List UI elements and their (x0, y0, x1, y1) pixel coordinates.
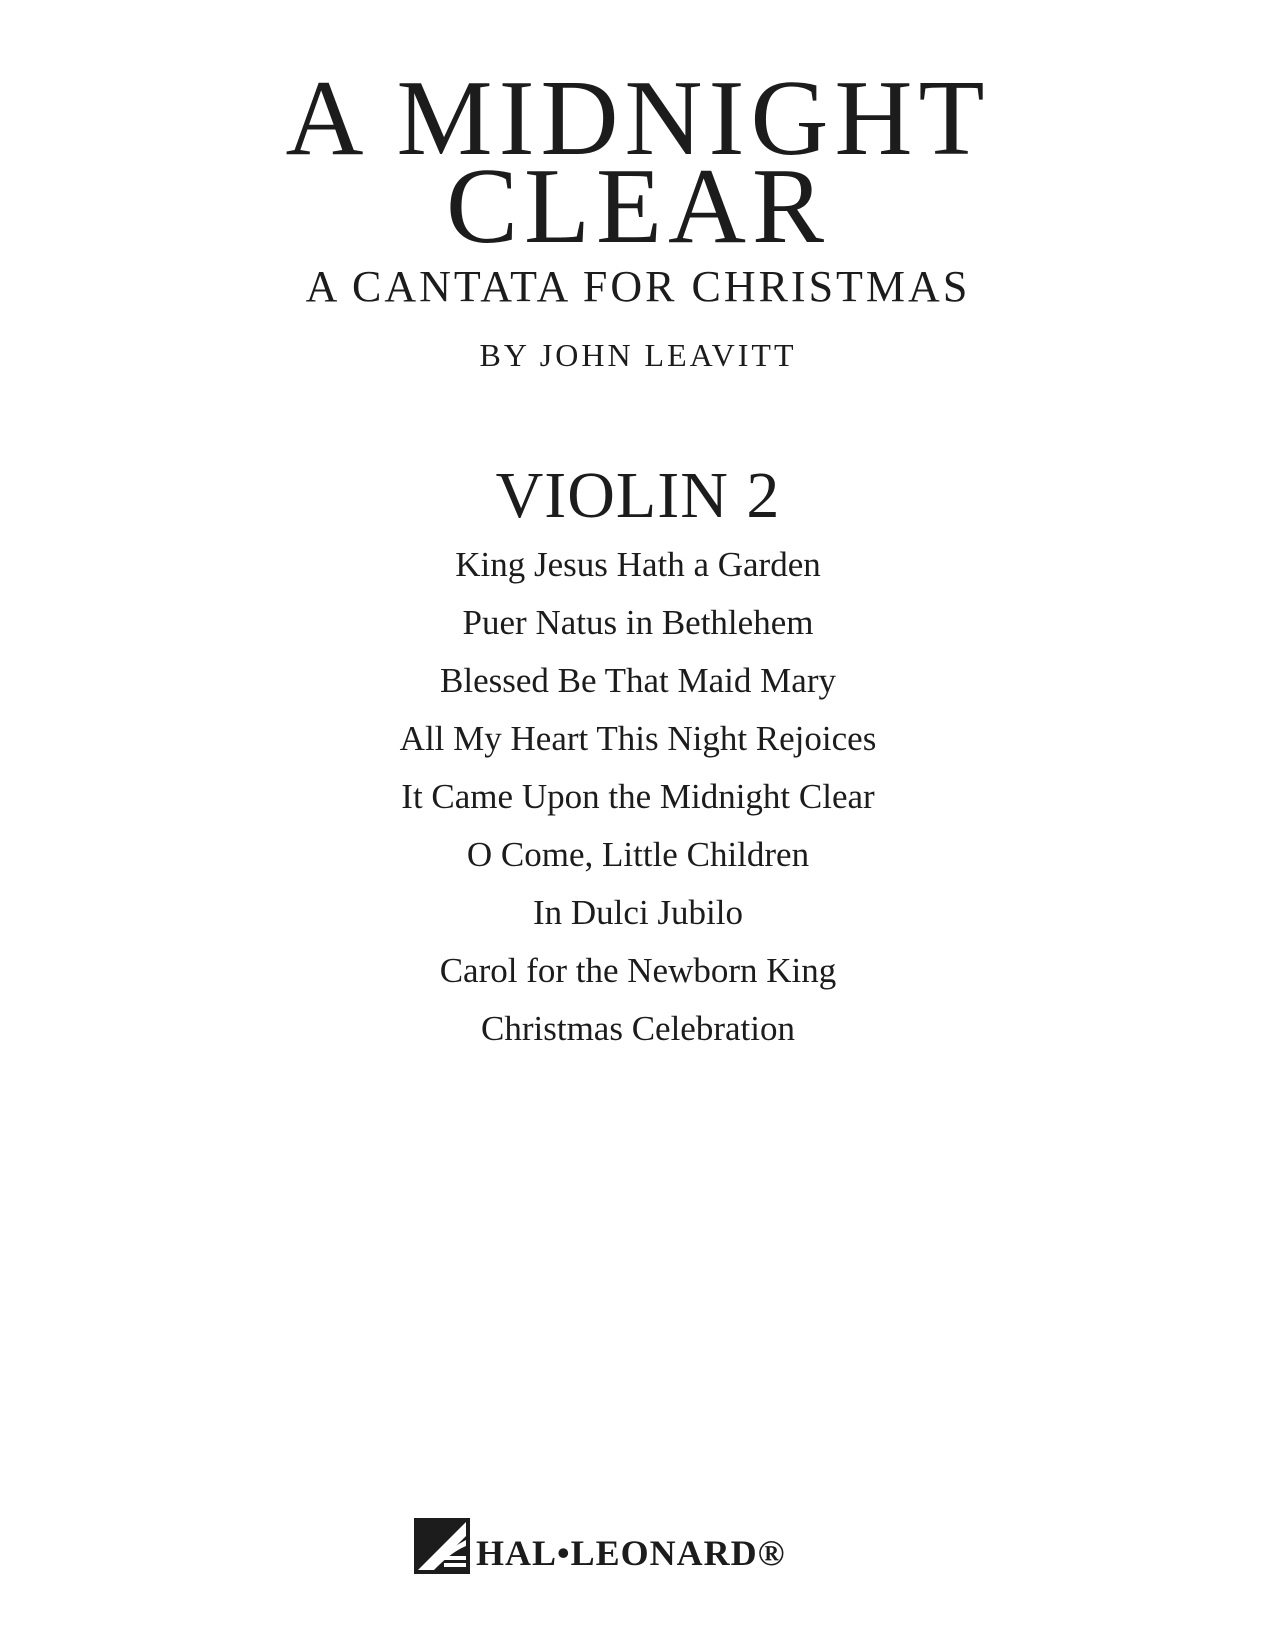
hal-leonard-logo-icon (414, 1518, 470, 1574)
contents-item: Puer Natus in Bethlehem (462, 603, 814, 642)
title-line-1: A MIDNIGHT (285, 59, 991, 178)
contents-item: Christmas Celebration (481, 1009, 795, 1048)
part-name: VIOLIN 2 (495, 459, 781, 532)
contents-item: O Come, Little Children (466, 835, 810, 874)
contents-item: Carol for the Newborn King (439, 951, 837, 990)
publisher-logo-text: HAL•LEONARD® (476, 1533, 786, 1573)
composer-byline: BY JOHN LEAVITT (479, 337, 797, 373)
contents-item: In Dulci Jubilo (533, 893, 743, 932)
contents-item: King Jesus Hath a Garden (455, 545, 821, 584)
contents-item: All My Heart This Night Rejoices (399, 719, 877, 758)
publisher-logo (414, 1514, 786, 1578)
subtitle: A CANTATA FOR CHRISTMAS (305, 262, 971, 311)
contents-list (0, 536, 1276, 1058)
contents-item: It Came Upon the Midnight Clear (401, 777, 875, 816)
contents-item: Blessed Be That Maid Mary (440, 661, 836, 700)
title-line-2: CLEAR (445, 147, 830, 266)
